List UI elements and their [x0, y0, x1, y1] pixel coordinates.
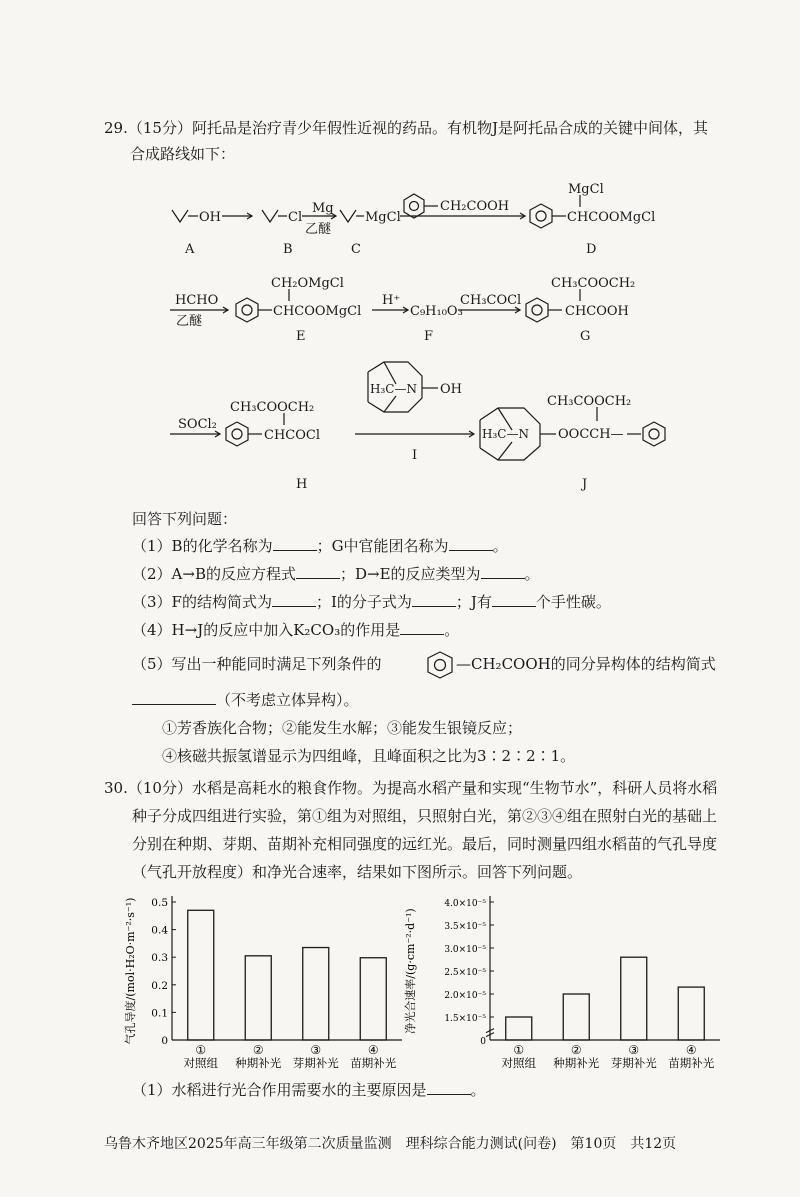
bar — [621, 957, 647, 1040]
j-top: CH₃COOCH₂ — [547, 394, 632, 409]
answer-blank[interactable] — [272, 592, 316, 607]
benzene-ring-e — [236, 298, 258, 322]
label-f: F — [424, 329, 434, 344]
benzene-ring-reagent — [404, 194, 424, 218]
reagent-ether: 乙醚 — [305, 222, 332, 237]
q30-line4: （气孔开放程度）和净光合速率，结果如下图所示。回答下列问题。 — [132, 863, 583, 881]
bar — [506, 1017, 532, 1040]
label-d: D — [586, 242, 597, 257]
bar — [188, 910, 214, 1040]
y-tick-label: 0.3 — [151, 952, 168, 965]
q29-sub4-b: 。 — [444, 621, 460, 639]
q29-sub3 — [132, 592, 611, 612]
stomatal-conductance-chart — [120, 888, 420, 1073]
answer-blank[interactable] — [492, 592, 536, 607]
q29-intro-line1: 29.（15分）阿托品是治疗青少年假性近视的药品。有机物J是阿托品合成的关键中间体，其 — [104, 119, 708, 137]
reagent-ch3cocl: CH₃COCl — [460, 293, 522, 308]
q29-sub2-b: ；D→E的反应类型为 — [339, 565, 481, 583]
answer-blank[interactable] — [132, 690, 216, 705]
category-label: 对照组 — [501, 1056, 536, 1070]
q29-sub1 — [132, 536, 508, 556]
q29-sub5-line2 — [132, 690, 359, 710]
reagent-ether2: 乙醚 — [176, 314, 203, 329]
answer-blank[interactable] — [296, 564, 340, 579]
category-mark: ④ — [367, 1043, 379, 1057]
y-tick-label: 1.5×10⁻⁵ — [444, 1014, 486, 1024]
q29-sub3-b: ；I的分子式为 — [315, 593, 412, 611]
q29-sub1-a: （1）B的化学名称为 — [132, 537, 273, 555]
a-oh: OH — [199, 210, 221, 225]
benzene-ring-j — [643, 422, 665, 446]
y-tick-label: 0.2 — [151, 979, 168, 992]
category-mark: ② — [570, 1043, 582, 1057]
category-label: 对照组 — [183, 1056, 218, 1070]
reagent-hcho: HCHO — [175, 293, 219, 308]
y-tick-label: 3.0×10⁻⁵ — [444, 945, 486, 955]
q30-line2: 种子分成四组进行实验，第①组为对照组，只照射白光，第②③④组在照射白光的基础上 — [132, 807, 718, 825]
bar — [678, 987, 704, 1040]
page-footer: 乌鲁木齐地区2025年高三年级第二次质量监测 理科综合能力测试(问卷) 第10页 共12页 — [104, 1136, 677, 1152]
y-tick-label: 4.0×10⁻⁵ — [444, 899, 486, 909]
answer-blank[interactable] — [427, 1080, 471, 1095]
reagent-mg: Mg — [312, 201, 334, 216]
label-g: G — [580, 329, 591, 344]
q30-line1: 30.（10分）水稻是高耗水的粮食作物。为提高水稻产量和实现“生物节水”，科研人员将水稻 — [104, 779, 718, 797]
y-tick-label: 2.5×10⁻⁵ — [444, 968, 486, 978]
d-top: MgCl — [568, 182, 604, 197]
reagent-phenylacetic: CH₂COOH — [440, 199, 510, 214]
answer-blank[interactable] — [481, 564, 525, 579]
bar — [245, 956, 271, 1040]
category-mark: ④ — [685, 1043, 697, 1057]
bar — [360, 958, 386, 1040]
q29-sub5-note: （不考虑立体异构）。 — [216, 691, 359, 709]
y-tick-label: 0 — [480, 1037, 486, 1047]
molecule-b-skeleton — [262, 210, 278, 222]
q30-sub1-b: 。 — [470, 1081, 486, 1099]
answer-blank[interactable] — [449, 536, 493, 551]
y-tick-label: 0.4 — [151, 924, 168, 937]
category-label: 种期补光 — [553, 1056, 600, 1070]
category-mark: ③ — [628, 1043, 640, 1057]
label-i: I — [412, 448, 418, 463]
label-e: E — [296, 329, 306, 344]
i-nme: H₃C—N — [370, 382, 417, 396]
y-tick-label: 2.0×10⁻⁵ — [444, 991, 486, 1001]
answer-blank[interactable] — [412, 592, 456, 607]
molecule-c-skeleton — [340, 210, 356, 222]
q29-sub5-mid: —CH₂COOH的同分异构体的结构简式 — [456, 655, 716, 673]
category-mark: ① — [513, 1043, 525, 1057]
category-label: 苗期补光 — [668, 1056, 715, 1070]
q29-sub2-c: 。 — [524, 565, 540, 583]
label-a: A — [185, 242, 195, 257]
i-oh: OH — [440, 382, 462, 397]
label-j: J — [582, 477, 588, 492]
answer-blank[interactable] — [273, 536, 317, 551]
q29-sub1-c: 。 — [492, 537, 508, 555]
label-h: H — [296, 477, 308, 492]
q29-sub3-d: 个手性碳。 — [535, 593, 611, 611]
category-label: 苗期补光 — [350, 1056, 397, 1070]
y-tick-label: 0 — [161, 1035, 168, 1047]
q29-sub2 — [132, 564, 540, 584]
category-mark: ③ — [310, 1043, 322, 1057]
bar — [303, 948, 329, 1040]
y-tick-label: 3.5×10⁻⁵ — [444, 922, 486, 932]
j-main: OOCCH— — [558, 427, 624, 442]
reagent-socl2: SOCl₂ — [178, 417, 217, 432]
q30-sub1 — [132, 1080, 486, 1100]
category-label: 芽期补光 — [610, 1056, 657, 1070]
q30-sub1-a: （1）水稻进行光合作用需要水的主要原因是 — [132, 1081, 427, 1099]
f-formula: C₉H₁₀O₃ — [410, 304, 463, 319]
y-tick-label: 0.1 — [151, 1007, 168, 1020]
q29-sub4 — [132, 620, 459, 640]
q29-sub3-c: ；J有 — [455, 593, 492, 611]
q29-sub2-a: （2）A→B的反应方程式 — [132, 565, 296, 583]
molecule-a-skeleton — [172, 210, 188, 222]
label-b: B — [283, 242, 293, 257]
h-main: CHCOCl — [264, 428, 320, 443]
answer-blank[interactable] — [400, 620, 444, 635]
y-axis-label: 净光合速率/(g·cm⁻²·d⁻¹) — [404, 908, 417, 1034]
y-axis-label: 气孔导度/(mol·H₂O·m⁻²·s⁻¹) — [124, 897, 137, 1045]
answer-prompt: 回答下列问题： — [132, 510, 238, 528]
q30-line3: 分别在种期、芽期、苗期补充相同强度的远红光。最后，同时测量四组水稻苗的气孔导度 — [132, 835, 718, 853]
d-main: CHCOOMgCl — [567, 210, 656, 225]
q29-sub5-cond2: ④核磁共振氢谱显示为四组峰，且峰面积之比为3∶2∶2∶1。 — [162, 747, 576, 765]
benzene-ring-d — [530, 204, 552, 228]
benzene-ring-h — [226, 422, 248, 446]
net-photosynthesis-chart — [400, 888, 730, 1073]
synthesis-route-diagram — [0, 170, 800, 500]
category-label: 芽期补光 — [292, 1056, 339, 1070]
q29-sub1-b: ；G中官能团名称为 — [316, 537, 449, 555]
c-mgcl: MgCl — [365, 210, 401, 225]
g-top: CH₃COOCH₂ — [551, 276, 636, 291]
h-top: CH₃COOCH₂ — [230, 400, 315, 415]
q29-sub5-line1 — [132, 654, 382, 674]
q29-intro-line2: 合成路线如下： — [130, 145, 236, 163]
category-mark: ① — [195, 1043, 207, 1057]
category-label: 种期补光 — [235, 1056, 282, 1070]
label-c: C — [351, 242, 361, 257]
y-tick-label: 0.5 — [151, 897, 168, 909]
q29-sub5-cond1: ①芳香族化合物；②能发生水解；③能发生银镜反应； — [162, 719, 523, 737]
j-nme: H₃C—N — [482, 427, 529, 441]
category-mark: ② — [252, 1043, 264, 1057]
bar — [563, 994, 589, 1040]
q29-sub3-a: （3）F的结构简式为 — [132, 593, 272, 611]
q29-sub5-pre: （5）写出一种能同时满足下列条件的 — [132, 655, 382, 673]
reagent-hplus: H⁺ — [382, 293, 401, 308]
b-cl: Cl — [288, 210, 303, 225]
benzene-ring-g — [526, 298, 548, 322]
q29-sub4-a: （4）H→J的反应中加入K₂CO₃的作用是 — [132, 621, 401, 639]
e-main: CHCOOMgCl — [273, 304, 362, 319]
g-main: CHCOOH — [565, 304, 629, 319]
e-top: CH₂OMgCl — [271, 276, 344, 291]
